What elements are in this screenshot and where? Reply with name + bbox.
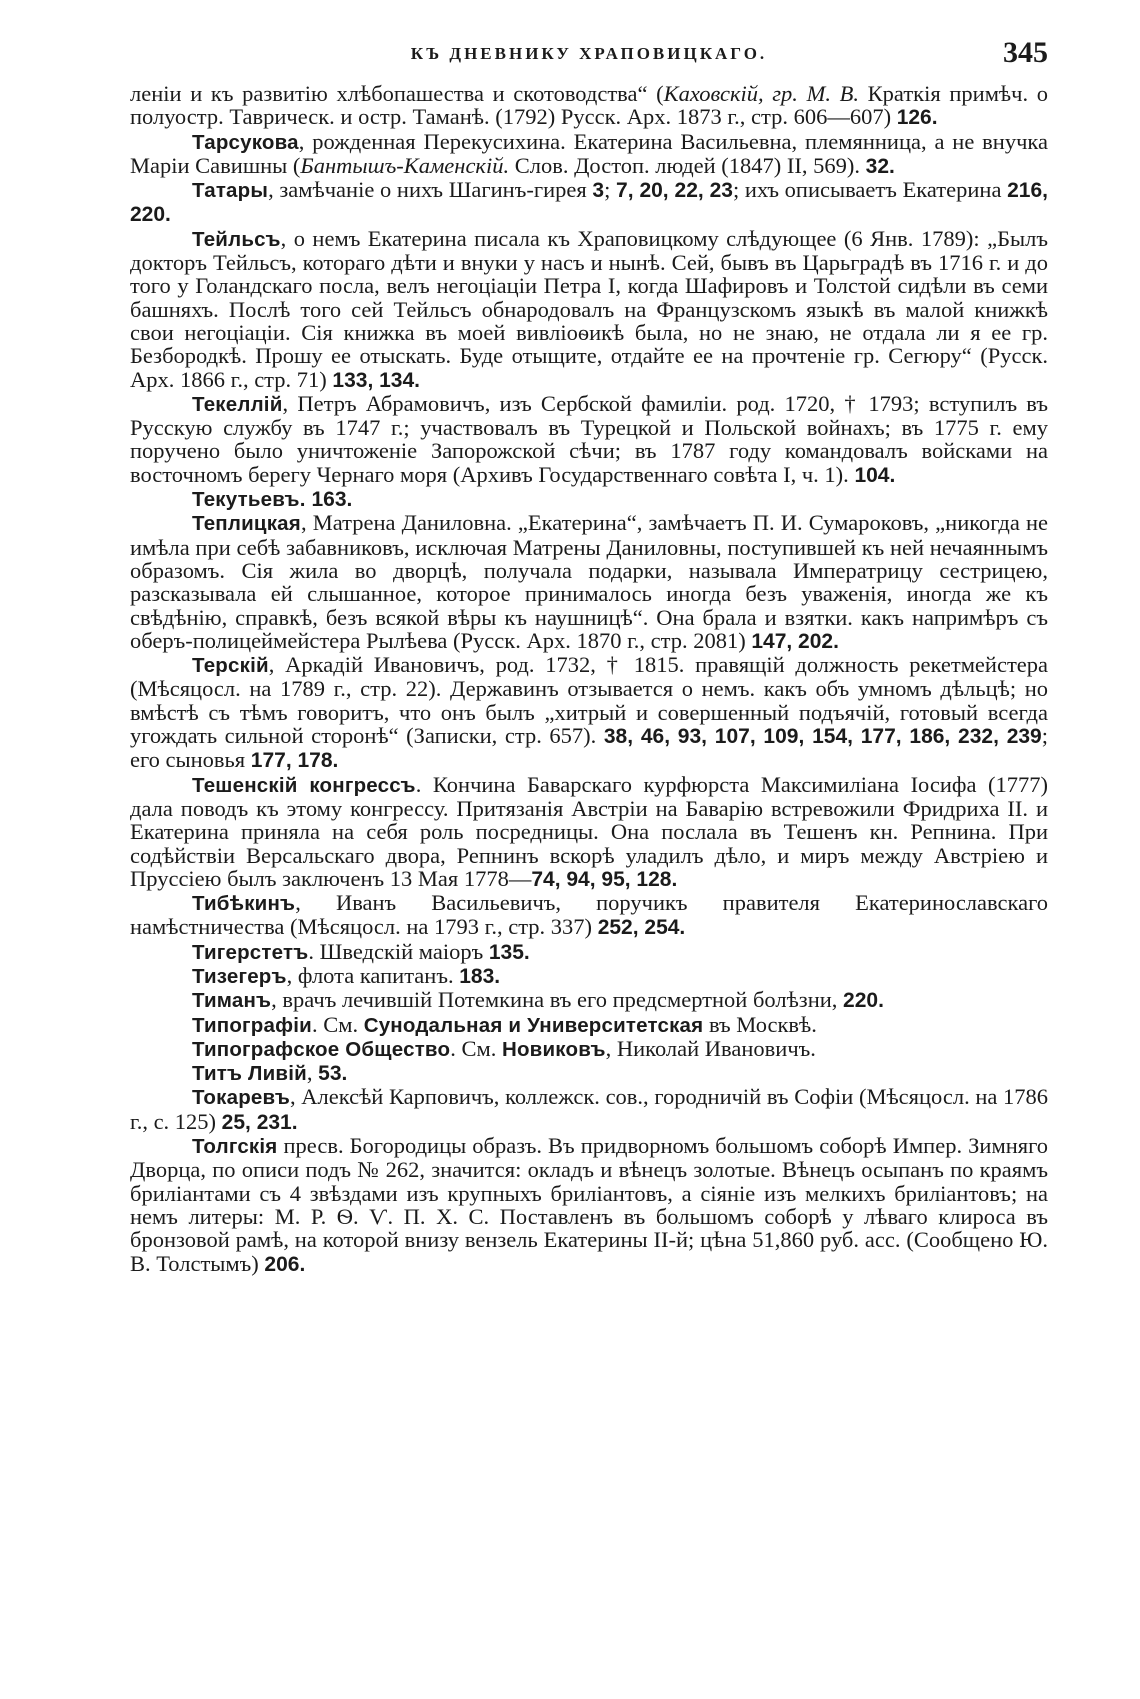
index-entry-tipografskoe bbox=[130, 1037, 1048, 1061]
entry-text: Краткія примѣч. о полуостр. Таврическ. и остр. Таманѣ. (1792) Русск. Арх. 1873 г., стр. 606—607) bbox=[130, 81, 1049, 130]
index-entry-teplitskaya bbox=[130, 511, 1048, 653]
entry-headword: Токаревъ bbox=[192, 1086, 290, 1110]
entry-text: , рожденная Перекусихина. Екатерина Васильевна, племянница, а не внучка Маріи Савишны ( bbox=[130, 128, 1048, 178]
entry-text: леніи и къ развитію хлѣбопашества и скотоводства“ ( bbox=[130, 81, 664, 106]
entry-text: . Кончина Баварскаго курфюрста Максимиліана Іосифа (1777) дала поводъ къ этому конгрессу. Притязанія Австріи на Баварію встревожили Фридриха II. и Екатерина приняла на себя роль посредницы. Она послала въ Тешенъ кн. Репнина. При содѣйствіи Версальскаго двора, Репнинъ вскорѣ уладилъ дѣло, и миръ между Австріею и Пруссіею былъ заключенъ 13 Мая 1778— bbox=[130, 771, 1048, 891]
page-reference: 38, 46, 93, 107, 109, 154, 177, 186, 232, 239 bbox=[603, 725, 1042, 749]
page-reference: 177, 178. bbox=[250, 749, 339, 773]
index-entry-tolgskiya bbox=[130, 1134, 1048, 1276]
entry-headword: Текеллій bbox=[192, 392, 283, 416]
entry-headword: Тешенскій конгрессъ bbox=[192, 773, 416, 797]
page-reference: 163. bbox=[311, 488, 353, 512]
entry-text: , флота капитанъ. bbox=[286, 962, 460, 988]
entry-headword: Татары bbox=[192, 179, 269, 203]
entry-headword: Теплицкая bbox=[192, 512, 301, 536]
entry-text: , bbox=[306, 1060, 319, 1086]
entry-headword: Тигерстетъ bbox=[192, 940, 309, 964]
index-entry-timan bbox=[130, 988, 1048, 1012]
entry-text: . См. bbox=[450, 1035, 502, 1061]
entry-text: ; ихъ описываетъ Екатерина bbox=[732, 177, 1008, 203]
entry-headword: Типографіи bbox=[192, 1013, 312, 1037]
citation-author: Каховскій, гр. М. В. bbox=[663, 81, 859, 106]
entry-headword: Тарсукова bbox=[192, 130, 299, 154]
index-entry-continuation bbox=[130, 82, 1048, 130]
entry-headword: Тизегеръ bbox=[192, 964, 287, 988]
entry-text: ; bbox=[604, 177, 617, 203]
entry-text: , о немъ Екатерина писала къ Храповицкому слѣдующее (6 Янв. 1789): „Былъ докторъ Тейльсъ, котораго дѣти и внуки у насъ и нынѣ. Сей, бывъ въ Царьградѣ въ 1716 г. и до того у Голандскаго посла, велъ негоціаціи Петра I, когда Шафировъ и Толстой сидѣли въ семи башняхъ. Послѣ того сей Тейльсъ обнародовалъ на Французскомъ языкѣ въ малой книжкѣ свои негоціаціи. Сія книжка въ моей вивліоѳикѣ была, но не знаю, не отдала ли я ее гр. Безбородкѣ. Прошу ее отыскать. Буде отыщите, отдайте ее на прочтеніе гр. Сегюру“ (Русск. Арх. 1866 г., стр. 71) bbox=[130, 225, 1048, 392]
index-entries bbox=[130, 82, 1048, 1276]
index-entry-teils bbox=[130, 227, 1048, 392]
page-reference: 32. bbox=[865, 154, 895, 178]
page-reference: 25, 231. bbox=[221, 1110, 298, 1134]
citation-author: Бантышъ-Каменскій. bbox=[300, 152, 510, 178]
entry-headword: Тиманъ bbox=[192, 989, 272, 1013]
entry-text: Слов. Достоп. людей (1847) II, 569). bbox=[509, 152, 866, 178]
page-reference: 7, 20, 22, 23 bbox=[616, 179, 733, 203]
entry-text: , Алексѣй Карповичъ, коллежск. сов., городничій въ Софіи (Мѣсяцосл. на 1786 г., с. 125) bbox=[130, 1084, 1048, 1134]
entry-headword: Текутьевъ. bbox=[192, 488, 312, 512]
index-entry-teshen bbox=[130, 773, 1048, 891]
entry-text: , Иванъ Васильевичъ, поручикъ правителя Екатеринославскаго намѣстничества (Мѣсяцосл. на 1793 г., стр. 337) bbox=[130, 890, 1048, 940]
index-entry-tatary bbox=[130, 178, 1048, 227]
entry-headword: Терскій bbox=[192, 654, 269, 678]
entry-text: , Петръ Абрамовичъ, изъ Сербской фамиліи. род. 1720, † 1793; вступилъ въ Русскую службу въ 1747 г.; участвовалъ въ Турецкой и Польской войнахъ; въ 1775 г. ему поручено было уничтоженіе Запорожской сѣчи; въ 1787 году командовалъ войсками на восточномъ берегу Чернаго моря (Архивъ Государственнаго совѣта I, ч. 1). bbox=[130, 390, 1048, 487]
index-entry-tit-liviy bbox=[130, 1061, 1048, 1085]
entry-headword: Новиковъ bbox=[501, 1037, 606, 1061]
index-entry-tigerstet bbox=[130, 940, 1048, 964]
page-reference: 220. bbox=[843, 989, 884, 1013]
running-title: КЪ ДНЕВНИКУ ХРАПОВИЦКАГО. bbox=[410, 44, 768, 63]
entry-text: ; его сыновья bbox=[130, 723, 1048, 773]
page-reference: 74, 94, 95, 128. bbox=[531, 867, 678, 891]
page-reference: 104. bbox=[854, 463, 896, 487]
entry-headword: Тейльсъ bbox=[192, 227, 281, 251]
index-entry-terskiy bbox=[130, 653, 1048, 772]
page bbox=[130, 36, 1048, 1276]
index-entry-tarsukova bbox=[130, 130, 1048, 179]
entry-headword: Тибѣкинъ bbox=[192, 892, 296, 916]
index-entry-tibekin bbox=[130, 891, 1048, 940]
entry-text: , замѣчаніе о нихъ Шагинъ-гирея bbox=[268, 177, 593, 203]
entry-text: . См. bbox=[311, 1011, 364, 1037]
page-reference: 216, 220. bbox=[130, 179, 1048, 227]
index-entry-tipografii bbox=[130, 1013, 1048, 1037]
page-reference: 3 bbox=[592, 179, 605, 203]
index-entry-tizeger bbox=[130, 964, 1048, 988]
entry-text: въ Москвѣ. bbox=[703, 1011, 817, 1037]
running-head bbox=[130, 36, 1048, 72]
index-entry-tekelliy bbox=[130, 392, 1048, 487]
entry-headword: Титъ Ливій bbox=[192, 1062, 307, 1086]
entry-text: пресв. Богородицы образъ. Въ придворномъ большомъ соборѣ Импер. Зимняго Дворца, по описи подъ № 262, значится: окладъ и вѣнецъ золотые. Вѣнецъ осыпанъ по краямъ бриліантами съ 4 звѣздами изъ крупныхъ бриліантовъ, а сіяніе изъ мелкихъ бриліантовъ; на немъ литеры: М. Р. Ѳ. Ѵ. П. Х. С. Поставленъ въ большомъ соборѣ у лѣваго клироса въ бронзовой рамѣ, на которой внизу вензель Екатерины II-й; цѣна 51,860 руб. асс. (Сообщено Ю. В. Толстымъ) bbox=[130, 1133, 1048, 1276]
entry-text: , Аркадій Ивановичъ, род. 1732, † 1815. правящій должность рекетмейстера (Мѣсяцосл. на 1789 г., стр. 22). Державинъ отзывается о немъ. какъ объ умномъ дѣльцѣ; но вмѣстѣ съ тѣмъ говоритъ, что онъ былъ „хитрый и совершенный подъячій, готовый всегда угождать сильной сторонѣ“ (Записки, стр. 657). bbox=[130, 652, 1048, 749]
page-reference: 126. bbox=[896, 106, 938, 130]
index-entry-tokarev bbox=[130, 1085, 1048, 1134]
entry-text: , врачъ лечившій Потемкина въ его предсмертной болѣзни, bbox=[271, 987, 844, 1013]
page-reference: 183. bbox=[459, 964, 501, 988]
page-reference: 133, 134. bbox=[332, 368, 420, 392]
page-reference: 135. bbox=[488, 940, 530, 964]
entry-headword: Типографское Общество bbox=[192, 1037, 451, 1061]
entry-headword: Сунодальная и Университетская bbox=[363, 1013, 704, 1037]
page-reference: 53. bbox=[318, 1062, 348, 1086]
page-number: 345 bbox=[1003, 36, 1048, 69]
entry-headword: Толгскія bbox=[192, 1135, 278, 1159]
entry-text: , Николай Ивановичъ. bbox=[605, 1035, 816, 1061]
index-entry-tekutiev bbox=[130, 487, 1048, 511]
page-reference: 147, 202. bbox=[751, 629, 839, 653]
entry-text: . Шведскій маіоръ bbox=[308, 938, 489, 964]
page-reference: 252, 254. bbox=[597, 916, 686, 940]
entry-text: , Матрена Даниловна. „Екатерина“, замѣчаетъ П. И. Сумароковъ, „никогда не имѣла при себѣ забавниковъ, исключая Матрены Даниловны, поступившей къ ней нечаяннымъ образомъ. Сія жила во дворцѣ, получала подарки, называла Императрицу сестрицею, разсказывала ей слышанное, которое принималось иногда безъ уваженія, иногда же къ свѣдѣнію, справкѣ, безъ всякой вѣры къ наушницѣ“. Она брала и взятки. какъ напримѣръ съ оберъ-полицеймейстера Рылѣева (Русск. Арх. 1870 г., стр. 2081) bbox=[130, 510, 1048, 653]
page-reference: 206. bbox=[264, 1252, 306, 1276]
